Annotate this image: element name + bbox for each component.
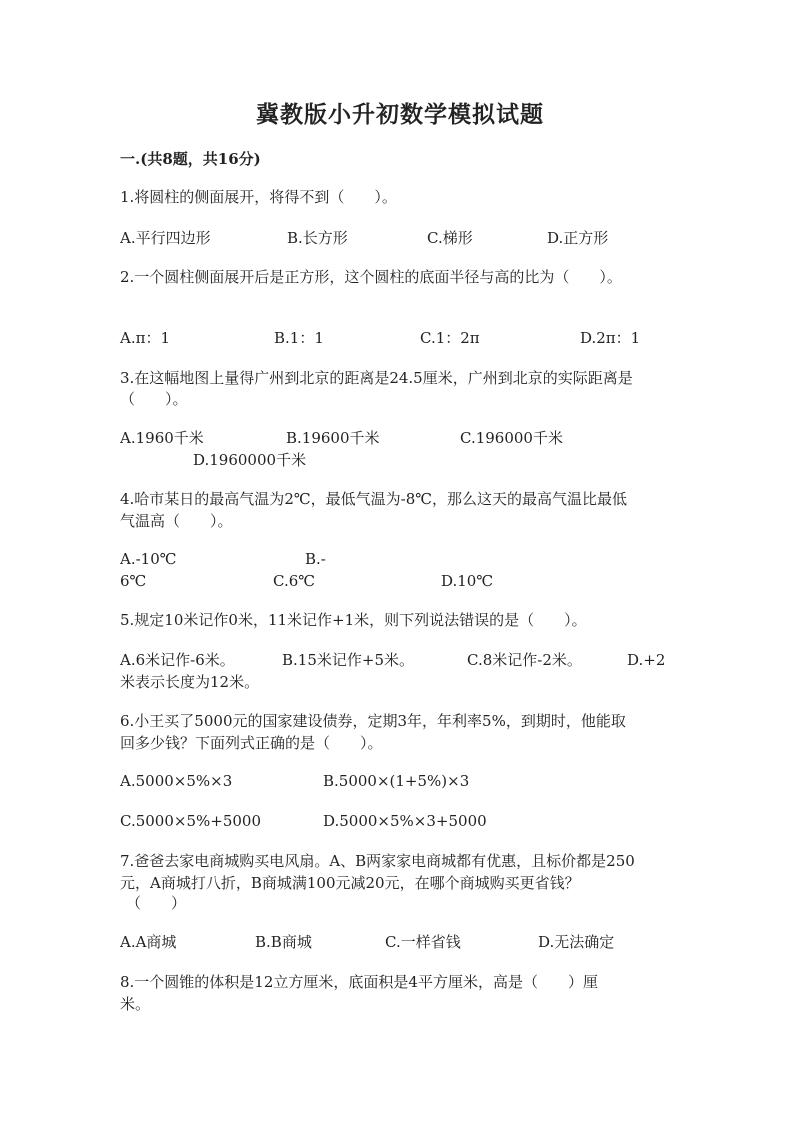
- q2-option-d: D.2π：1: [580, 329, 641, 347]
- question-6-text-line-1: 6.小王买了5000元的国家建设债券，定期3年，年利率5%，到期时，他能取: [120, 712, 626, 730]
- q5-option-d-continued: 米表示长度为12米。: [120, 673, 260, 691]
- question-4-text-line-2: 气温高（ ）。: [120, 512, 233, 530]
- q3-option-b: B.19600千米: [286, 429, 380, 447]
- q6-option-a: A.5000×5%×3: [120, 772, 233, 790]
- q4-option-d: D.10℃: [441, 572, 494, 590]
- question-3-text-line-1: 3.在这幅地图上量得广州到北京的距离是24.5厘米，广州到北京的实际距离是: [120, 369, 633, 387]
- question-1-text: 1.将圆柱的侧面展开，将得不到（ ）。: [120, 188, 397, 206]
- q4-option-b-continued: 6℃: [120, 572, 147, 590]
- q4-option-c: C.6℃: [273, 572, 316, 590]
- question-8-text-line-2: 米。: [120, 995, 151, 1013]
- q1-option-b: B.长方形: [287, 229, 348, 247]
- question-7-text-line-3: （ ）: [126, 894, 187, 912]
- q5-option-b: B.15米记作+5米。: [282, 651, 414, 669]
- question-2-text: 2.一个圆柱侧面展开后是正方形，这个圆柱的底面半径与高的比为（ ）。: [120, 268, 622, 286]
- q7-option-a: A.A商城: [120, 933, 177, 951]
- q4-option-a: A.-10℃: [120, 550, 177, 568]
- q5-option-c: C.8米记作-2米。: [467, 651, 582, 669]
- q5-option-d: D.+2: [627, 651, 666, 669]
- q3-option-c: C.196000千米: [460, 429, 563, 447]
- q2-option-c: C.1：2π: [420, 329, 480, 347]
- question-3-text-line-2: （ ）。: [120, 390, 188, 408]
- question-6-text-line-2: 回多少钱？下面列式正确的是（ ）。: [120, 734, 383, 752]
- q6-option-b: B.5000×(1+5%)×3: [323, 772, 470, 790]
- question-7-text-line-2: 元，A商城打八折，B商城满100元减20元，在哪个商城购买更省钱？: [120, 874, 580, 892]
- page-title: 冀教版小升初数学模拟试题: [256, 101, 544, 128]
- q7-option-c: C.一样省钱: [385, 933, 461, 951]
- q3-option-d: D.1960000千米: [193, 451, 307, 469]
- q5-option-a: A.6米记作-6米。: [120, 651, 235, 669]
- question-8-text-line-1: 8.一个圆锥的体积是12立方厘米，底面积是4平方厘米，高是（ ）厘: [120, 973, 598, 991]
- q6-option-d: D.5000×5%×3+5000: [323, 812, 487, 830]
- question-7-text-line-1: 7.爸爸去家电商城购买电风扇。A、B两家家电商城都有优惠，且标价都是250: [120, 852, 635, 870]
- q1-option-d: D.正方形: [547, 229, 609, 247]
- q7-option-b: B.B商城: [255, 933, 312, 951]
- q4-option-b: B.-: [305, 550, 326, 568]
- question-5-text: 5.规定10米记作0米，11米记作+1米，则下列说法错误的是（ ）。: [120, 611, 587, 629]
- q6-option-c: C.5000×5%+5000: [120, 812, 261, 830]
- q2-option-a: A.π：1: [120, 329, 171, 347]
- question-4-text-line-1: 4.哈市某日的最高气温为2℃，最低气温为-8℃，那么这天的最高气温比最低: [120, 490, 628, 508]
- q1-option-c: C.梯形: [427, 229, 473, 247]
- q7-option-d: D.无法确定: [538, 933, 615, 951]
- q1-option-a: A.平行四边形: [120, 229, 211, 247]
- q3-option-a: A.1960千米: [120, 429, 204, 447]
- q2-option-b: B.1：1: [274, 329, 324, 347]
- section-heading: 一.(共8题，共16分): [120, 150, 261, 168]
